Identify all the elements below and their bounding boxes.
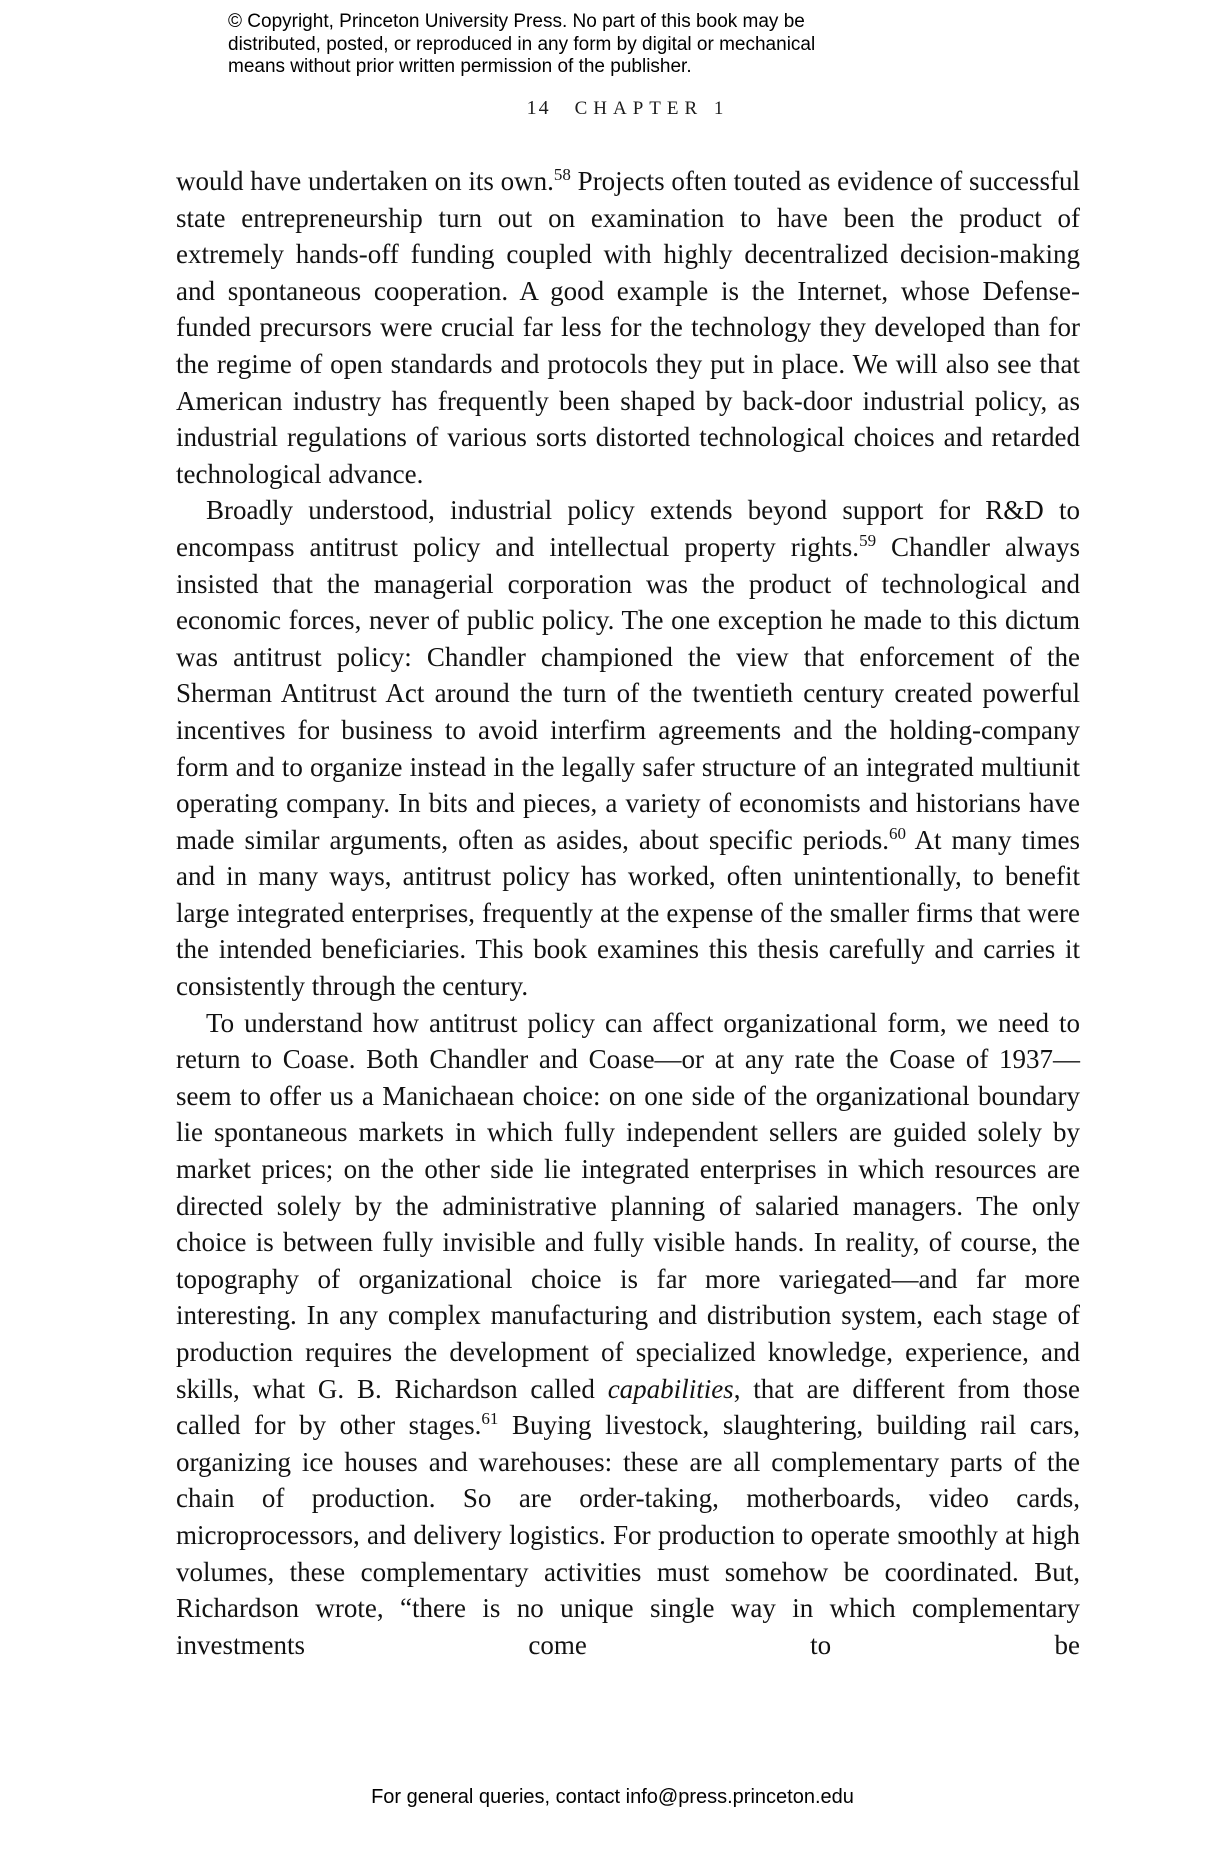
running-head: [176, 97, 1080, 120]
paragraph: [176, 163, 1080, 492]
text-run: , that are different from those called for by other stages.: [176, 1373, 1080, 1441]
body-text: [176, 163, 1080, 1663]
text-run: At many times and in many ways, antitrust policy has worked, often unintentionally, to benefit large integrated enterprises, frequently at the expense of the smaller firms that were the intended beneficiaries. This book examines this thesis carefully and carries it consistently through the century.: [176, 824, 1080, 1002]
text-run: To understand how antitrust policy can affect organizational form, we need to return to Coase. Both Chandler and Coase—or at any rate the Coase of 1937—seem to offer us a Manichaean choice: on one side of the organizational boundary lie spontaneous markets in which fully independent sellers are guided solely by market prices; on the other side lie integrated enterprises in which resources are directed solely by the administrative planning of salaried managers. The only choice is between fully invisible and fully visible hands. In reality, of course, the topography of organizational choice is far more variegated—and far more interesting. In any complex manufacturing and distribution system, each stage of production requires the development of specialized knowledge, experience, and skills, what G. B. Richardson called: [176, 1007, 1080, 1404]
page-number: 14: [526, 97, 551, 119]
footnote-reference: 60: [889, 823, 907, 843]
page-footer: [0, 1786, 1225, 1809]
paragraph: [176, 492, 1080, 1004]
footnote-reference: 61: [481, 1409, 499, 1429]
text-run: Projects often touted as evidence of successful state entrepreneurship turn out on examination to have been the product of extremely hands-off funding coupled with highly decentralized decision-making and spontaneous cooperation. A good example is the Internet, whose Defense-funded precursors were crucial far less for the technology they developed than for the regime of open standards and protocols they put in place. We will also see that American industry has frequently been shaped by back-door industrial policy, as industrial regulations of various sorts distorted technological choices and retarded technological advance.: [176, 166, 1081, 489]
paragraph: [176, 1005, 1080, 1664]
footnote-reference: 59: [859, 530, 877, 550]
copyright-line: distributed, posted, or reproduced in any form by digital or mechanical: [228, 33, 816, 55]
copyright-notice: [228, 11, 815, 79]
text-run: would have undertaken on its own.: [176, 166, 554, 196]
text-run: Broadly understood, industrial policy extends beyond support for R&D to encompass antitrust policy and intellectual property rights.: [176, 495, 1080, 562]
footnote-reference: 58: [553, 165, 571, 184]
footer-queries-text: For general queries, contact info@press.princeton.edu: [371, 1786, 854, 1808]
copyright-line: © Copyright, Princeton University Press. No part of this book may be: [228, 11, 805, 32]
chapter-label: CHAPTER 1: [574, 98, 730, 119]
text-run: Buying livestock, slaughtering, building rail cars, organizing ice houses and warehouses: these are all complementary parts of the chain of production. So are order-taking, motherboards, video cards, microprocessors, and delivery logistics. For production to operate smoothly at high volumes, these complementary activities must somehow be coordinated. But, Richardson wrote, “there is no unique single way in which complementary investments come to be: [176, 1410, 1080, 1660]
text-run: Chandler always insisted that the managerial corporation was the product of technological and economic forces, never of public policy. The one exception he made to this dictum was antitrust policy: Chandler championed the view that enforcement of the Sherman Antitrust Act around the turn of the twentieth century created powerful incentives for business to avoid interfirm agreements and the holding-company form and to organize instead in the legally safer structure of an integrated multiunit operating company. In bits and pieces, a variety of economists and historians have made similar arguments, often as asides, about specific periods.: [176, 531, 1080, 855]
italic-term: capabilities: [607, 1373, 734, 1404]
copyright-line: means without prior written permission of the publisher.: [228, 56, 692, 77]
